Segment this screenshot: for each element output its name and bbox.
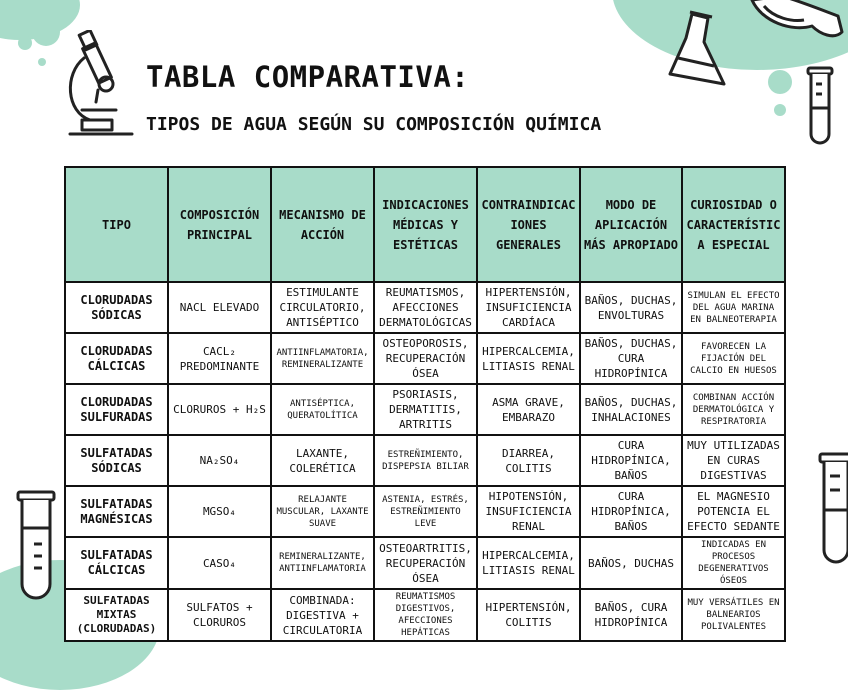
cell-curiosidad: FAVORECEN LA FIJACIÓN DEL CALCIO EN HUESOS [682, 333, 785, 384]
cell-modo: BAÑOS, DUCHAS, CURA HIDROPÍNICA [580, 333, 682, 384]
cell-tipo: SULFATADAS MAGNÉSICAS [65, 486, 168, 537]
table-header-row [65, 167, 785, 282]
cell-curiosidad: MUY VERSÁTILES EN BALNEARIOS POLIVALENTES [682, 589, 785, 641]
cell-curiosidad: MUY UTILIZADAS EN CURAS DIGESTIVAS [682, 435, 785, 486]
flask-icon [662, 8, 742, 94]
decor-dot [38, 58, 46, 66]
page-subtitle: TIPOS DE AGUA SEGÚN SU COMPOSICIÓN QUÍMICA [146, 114, 602, 135]
column-header: COMPOSICIÓN PRINCIPAL [168, 167, 271, 282]
cell-mecanismo: ANTISÉPTICA, QUERATOLÍTICA [271, 384, 374, 435]
table-row [65, 537, 785, 589]
column-header: CURIOSIDAD O CARACTERÍSTICA ESPECIAL [682, 167, 785, 282]
cell-modo: BAÑOS, DUCHAS, ENVOLTURAS [580, 282, 682, 333]
cell-composicion: NA₂SO₄ [168, 435, 271, 486]
cell-curiosidad: INDICADAS EN PROCESOS DEGENERATIVOS ÓSEOS [682, 537, 785, 589]
cell-contraindicaciones: HIPERCALCEMIA, LITIASIS RENAL [477, 537, 580, 589]
cell-contraindicaciones: HIPERTENSIÓN, INSUFICIENCIA CARDÍACA [477, 282, 580, 333]
cell-modo: BAÑOS, DUCHAS [580, 537, 682, 589]
cell-tipo: CLORUDADAS SÓDICAS [65, 282, 168, 333]
table-row [65, 333, 785, 384]
cell-contraindicaciones: HIPOTENSIÓN, INSUFICIENCIA RENAL [477, 486, 580, 537]
table-row [65, 589, 785, 641]
cell-curiosidad: SIMULAN EL EFECTO DEL AGUA MARINA EN BALNEOTERAPIA [682, 282, 785, 333]
cell-curiosidad: EL MAGNESIO POTENCIA EL EFECTO SEDANTE [682, 486, 785, 537]
cell-tipo: SULFATADAS MIXTAS (CLORUDADAS) [65, 589, 168, 641]
test-tube-icon [818, 450, 848, 570]
column-header: MECANISMO DE ACCIÓN [271, 167, 374, 282]
cell-mecanismo: RELAJANTE MUSCULAR, LAXANTE SUAVE [271, 486, 374, 537]
column-header: TIPO [65, 167, 168, 282]
cell-composicion: CASO₄ [168, 537, 271, 589]
cell-mecanismo: LAXANTE, COLERÉTICA [271, 435, 374, 486]
cell-indicaciones: PSORIASIS, DERMATITIS, ARTRITIS [374, 384, 477, 435]
column-header: INDICACIONES MÉDICAS Y ESTÉTICAS [374, 167, 477, 282]
cell-indicaciones: REUMATISMOS DIGESTIVOS, AFECCIONES HEPÁTICAS [374, 589, 477, 641]
cell-contraindicaciones: HIPERTENSIÓN, COLITIS [477, 589, 580, 641]
cell-tipo: CLORUDADAS SULFURADAS [65, 384, 168, 435]
column-header: MODO DE APLICACIÓN MÁS APROPIADO [580, 167, 682, 282]
cell-indicaciones: OSTEOPOROSIS, RECUPERACIÓN ÓSEA [374, 333, 477, 384]
cell-indicaciones: ASTENIA, ESTRÉS, ESTREÑIMIENTO LEVE [374, 486, 477, 537]
table-row [65, 486, 785, 537]
cell-modo: CURA HIDROPÍNICA, BAÑOS [580, 486, 682, 537]
table-row [65, 384, 785, 435]
column-header: CONTRAINDICACIONES GENERALES [477, 167, 580, 282]
cell-curiosidad: COMBINAN ACCIÓN DERMATOLÓGICA Y RESPIRATORIA [682, 384, 785, 435]
table-row [65, 282, 785, 333]
comparison-table [64, 166, 786, 642]
cell-mecanismo: COMBINADA: DIGESTIVA + CIRCULATORIA [271, 589, 374, 641]
cell-indicaciones: REUMATISMOS, AFECCIONES DERMATOLÓGICAS [374, 282, 477, 333]
page-title: TABLA COMPARATIVA: [146, 60, 470, 94]
cell-modo: BAÑOS, CURA HIDROPÍNICA [580, 589, 682, 641]
microscope-icon [60, 30, 140, 140]
cell-composicion: NACL ELEVADO [168, 282, 271, 333]
cell-mecanismo: ANTIINFLAMATORIA, REMINERALIZANTE [271, 333, 374, 384]
test-tube-icon [804, 64, 836, 150]
cell-modo: CURA HIDROPÍNICA, BAÑOS [580, 435, 682, 486]
cell-contraindicaciones: ASMA GRAVE, EMBARAZO [477, 384, 580, 435]
decor-dot [768, 70, 792, 94]
goggles-icon [742, 0, 848, 54]
cell-composicion: MGSO₄ [168, 486, 271, 537]
cell-indicaciones: OSTEOARTRITIS, RECUPERACIÓN ÓSEA [374, 537, 477, 589]
cell-contraindicaciones: DIARREA, COLITIS [477, 435, 580, 486]
cell-contraindicaciones: HIPERCALCEMIA, LITIASIS RENAL [477, 333, 580, 384]
cell-mecanismo: ESTIMULANTE CIRCULATORIO, ANTISÉPTICO [271, 282, 374, 333]
cell-mecanismo: REMINERALIZANTE, ANTIINFLAMATORIA [271, 537, 374, 589]
cell-composicion: CACL₂ PREDOMINANTE [168, 333, 271, 384]
table-row [65, 435, 785, 486]
cell-composicion: SULFATOS + CLORUROS [168, 589, 271, 641]
cell-composicion: CLORUROS + H₂S [168, 384, 271, 435]
cell-modo: BAÑOS, DUCHAS, INHALACIONES [580, 384, 682, 435]
test-tube-icon [16, 488, 56, 606]
cell-tipo: CLORUDADAS CÁLCICAS [65, 333, 168, 384]
decor-dot [32, 18, 60, 46]
cell-tipo: SULFATADAS CÁLCICAS [65, 537, 168, 589]
cell-indicaciones: ESTREÑIMIENTO, DISPEPSIA BILIAR [374, 435, 477, 486]
cell-tipo: SULFATADAS SÓDICAS [65, 435, 168, 486]
decor-dot [774, 104, 786, 116]
decor-dot [18, 36, 32, 50]
